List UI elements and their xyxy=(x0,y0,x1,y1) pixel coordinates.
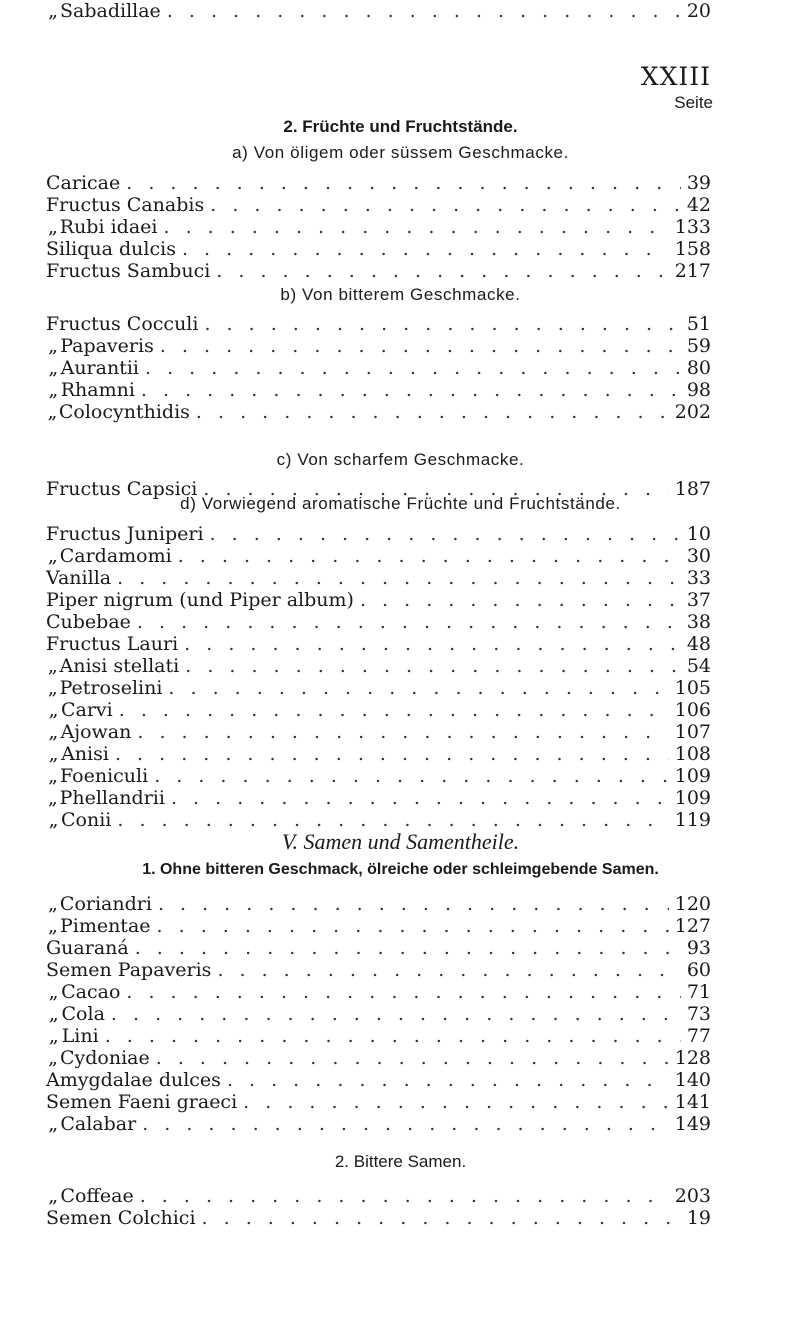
ditto-mark: „ xyxy=(48,357,59,379)
leader-dots xyxy=(196,401,669,423)
index-entry xyxy=(46,1207,711,1229)
leader-dots xyxy=(184,633,681,655)
leader-dots xyxy=(171,787,669,809)
entry-name: Lini xyxy=(61,1025,99,1047)
entry-page-number: 149 xyxy=(674,1113,711,1135)
leader-dots xyxy=(140,1185,669,1207)
leader-dots xyxy=(157,915,669,937)
entry-page-number: 141 xyxy=(674,1091,711,1113)
leader-dots xyxy=(117,567,681,589)
index-entry xyxy=(46,677,711,699)
heading-fruits-d: d) Vorwiegend aromatische Früchte und Fruchtstände. xyxy=(180,494,621,513)
leader-dots xyxy=(160,335,681,357)
leader-dots xyxy=(126,172,681,194)
leader-dots xyxy=(185,655,681,677)
entry-page-number: 51 xyxy=(686,313,711,335)
page-number: XXIII xyxy=(640,62,711,91)
leader-dots xyxy=(163,216,668,238)
ditto-mark: „ xyxy=(48,379,59,401)
entry-page-number: 93 xyxy=(686,937,711,959)
entry-page-number: 30 xyxy=(686,545,711,567)
leader-dots xyxy=(119,699,669,721)
seite-label: Seite xyxy=(674,93,713,112)
entry-page-number: 202 xyxy=(674,401,711,423)
entry-page-number: 73 xyxy=(686,1003,711,1025)
index-entry xyxy=(46,1185,711,1207)
entry-name: Calabar xyxy=(60,1113,137,1135)
ditto-mark: „ xyxy=(47,655,58,677)
entry-page-number: 127 xyxy=(674,915,711,937)
ditto-mark: „ xyxy=(48,0,58,22)
entry-name: Semen Papaveris xyxy=(46,959,212,981)
entry-name: Coffeae xyxy=(60,1185,134,1207)
index-entry xyxy=(46,787,711,809)
index-entry xyxy=(46,915,711,937)
ditto-mark: „ xyxy=(48,1185,59,1207)
index-entry xyxy=(46,545,711,567)
ditto-mark: „ xyxy=(48,699,59,721)
leader-dots xyxy=(141,379,681,401)
entry-page-number: 80 xyxy=(686,357,711,379)
leader-dots xyxy=(105,1025,681,1047)
index-entry xyxy=(46,260,711,282)
entry-page-number: 42 xyxy=(686,194,711,216)
index-entry xyxy=(46,1047,711,1069)
entry-name: Piper nigrum (und Piper album) xyxy=(46,589,354,611)
ditto-mark: „ xyxy=(48,981,59,1003)
entry-page-number: 19 xyxy=(686,1207,711,1229)
index-entry xyxy=(46,194,711,216)
index-entry xyxy=(46,959,711,981)
index-entry xyxy=(46,357,711,379)
entry-page-number: 59 xyxy=(686,335,711,357)
entry-name: Foeniculi xyxy=(60,765,149,787)
entry-page-number: 39 xyxy=(686,172,711,194)
entry-page-number: 187 xyxy=(674,478,711,500)
entry-page-number: 128 xyxy=(674,1047,711,1069)
ditto-mark: „ xyxy=(48,721,59,743)
entry-name: Rhamni xyxy=(60,379,135,401)
index-entry xyxy=(46,0,711,22)
entry-name: Fructus Lauri xyxy=(46,633,179,655)
entry-page-number: 107 xyxy=(674,721,711,743)
entry-name: Coriandri xyxy=(59,893,152,915)
ditto-mark: „ xyxy=(48,809,59,831)
entry-page-number: 98 xyxy=(686,379,711,401)
ditto-mark: „ xyxy=(48,1003,59,1025)
entry-name: Phellandrii xyxy=(59,787,165,809)
entry-page-number: 108 xyxy=(674,743,711,765)
leader-dots xyxy=(204,313,680,335)
leader-dots xyxy=(202,1207,681,1229)
index-entry xyxy=(46,172,711,194)
entry-name: Caricae xyxy=(46,172,121,194)
heading-seeds-2: 2. Bittere Samen. xyxy=(334,1152,467,1171)
entry-name: Cardamomi xyxy=(59,545,172,567)
entry-name: Fructus Juniperi xyxy=(46,523,204,545)
ditto-mark: „ xyxy=(47,545,58,567)
entry-name: Fructus Sambuci xyxy=(46,260,211,282)
leader-dots xyxy=(137,721,668,743)
leader-dots xyxy=(137,611,681,633)
leader-dots xyxy=(111,1003,681,1025)
leader-dots xyxy=(126,981,680,1003)
leader-dots xyxy=(142,1113,669,1135)
ditto-mark: „ xyxy=(48,335,59,357)
index-entry xyxy=(46,655,711,677)
leader-dots xyxy=(117,809,668,831)
index-entry xyxy=(46,238,711,260)
index-entry xyxy=(46,1025,711,1047)
ditto-mark: „ xyxy=(48,1113,59,1135)
entry-page-number: 38 xyxy=(686,611,711,633)
entry-page-number: 109 xyxy=(674,765,711,787)
entry-page-number: 120 xyxy=(674,893,711,915)
entry-name: Ajowan xyxy=(60,721,132,743)
leader-dots xyxy=(145,357,681,379)
leader-dots xyxy=(154,765,669,787)
ditto-mark: „ xyxy=(48,915,58,937)
heading-seeds-1: 1. Ohne bitteren Geschmack, ölreiche oder schleimgebende Samen. xyxy=(142,861,659,878)
entry-page-number: 71 xyxy=(686,981,711,1003)
entry-name: Vanilla xyxy=(46,567,112,589)
entry-page-number: 109 xyxy=(674,787,711,809)
index-entry xyxy=(46,743,711,765)
leader-dots xyxy=(360,589,681,611)
heading-fruits-c: c) Von scharfem Geschmacke. xyxy=(276,450,525,469)
leader-dots xyxy=(210,194,681,216)
entry-name: Aurantii xyxy=(60,357,139,379)
entry-name: Cubebae xyxy=(46,611,131,633)
heading-section-v: V. Samen und Samentheile. xyxy=(281,829,520,854)
ditto-mark: „ xyxy=(47,677,58,699)
entry-page-number: 105 xyxy=(674,677,711,699)
index-entry xyxy=(46,478,711,500)
index-entry xyxy=(46,1113,711,1135)
entry-name: Semen Faeni graeci xyxy=(46,1091,238,1113)
entry-name: Amygdalae dulces xyxy=(46,1069,221,1091)
entry-name: Petroselini xyxy=(59,677,163,699)
ditto-mark: „ xyxy=(47,401,58,423)
index-entry xyxy=(46,589,711,611)
ditto-mark: „ xyxy=(48,765,58,787)
entry-page-number: 217 xyxy=(674,260,711,282)
heading-fruits: 2. Früchte und Fruchtstände. xyxy=(283,117,518,136)
leader-dots xyxy=(182,238,669,260)
index-entry xyxy=(46,567,711,589)
leader-dots xyxy=(216,260,668,282)
ditto-mark: „ xyxy=(48,1025,59,1047)
leader-dots xyxy=(227,1069,669,1091)
entry-name: Cola xyxy=(61,1003,105,1025)
leader-dots xyxy=(168,677,668,699)
heading-fruits-b: b) Von bitterem Geschmacke. xyxy=(280,285,521,304)
index-entry xyxy=(46,809,711,831)
entry-page-number: 33 xyxy=(686,567,711,589)
entry-page-number: 203 xyxy=(674,1185,711,1207)
entry-name: Carvi xyxy=(60,699,113,721)
leader-dots xyxy=(210,523,681,545)
entry-name: Semen Colchici xyxy=(46,1207,196,1229)
entry-page-number: 77 xyxy=(686,1025,711,1047)
entry-page-number: 20 xyxy=(686,0,711,22)
entry-name: Rubi idaei xyxy=(59,216,158,238)
entry-page-number: 119 xyxy=(674,809,711,831)
ditto-mark: „ xyxy=(48,893,58,915)
index-entry xyxy=(46,1091,711,1113)
leader-dots xyxy=(243,1091,669,1113)
entry-name: Conii xyxy=(61,809,112,831)
leader-dots xyxy=(158,893,669,915)
leader-dots xyxy=(135,937,681,959)
entry-name: Anisi stellati xyxy=(59,655,180,677)
index-entry xyxy=(46,379,711,401)
entry-page-number: 140 xyxy=(674,1069,711,1091)
index-entry xyxy=(46,216,711,238)
ditto-mark: „ xyxy=(48,743,59,765)
entry-name: Siliqua dulcis xyxy=(46,238,176,260)
entry-page-number: 48 xyxy=(686,633,711,655)
entry-name: Cacao xyxy=(61,981,121,1003)
heading-fruits-a: a) Von öligem oder süssem Geschmacke. xyxy=(232,143,569,162)
leader-dots xyxy=(217,959,680,981)
ditto-mark: „ xyxy=(47,216,58,238)
ditto-mark: „ xyxy=(48,1047,58,1069)
entry-name: Anisi xyxy=(61,743,109,765)
index-entry xyxy=(46,981,711,1003)
entry-name: Sabadillae xyxy=(60,0,161,22)
entry-name: Cydoniae xyxy=(59,1047,150,1069)
ditto-mark: „ xyxy=(47,787,58,809)
entry-page-number: 158 xyxy=(674,238,711,260)
entry-page-number: 133 xyxy=(674,216,711,238)
index-entry xyxy=(46,401,711,423)
entry-page-number: 60 xyxy=(686,959,711,981)
leader-dots xyxy=(178,545,681,567)
entry-name: Guaraná xyxy=(46,937,129,959)
index-entry xyxy=(46,765,711,787)
index-entry xyxy=(46,523,711,545)
index-entry xyxy=(46,611,711,633)
entry-name: Fructus Capsici xyxy=(46,478,198,500)
index-entry xyxy=(46,1069,711,1091)
entry-page-number: 37 xyxy=(686,589,711,611)
index-entry xyxy=(46,721,711,743)
leader-dots xyxy=(203,478,668,500)
index-entry xyxy=(46,699,711,721)
entry-name: Fructus Canabis xyxy=(46,194,205,216)
entry-page-number: 10 xyxy=(686,523,711,545)
index-entry xyxy=(46,1003,711,1025)
index-entry xyxy=(46,937,711,959)
entry-name: Pimentae xyxy=(59,915,151,937)
entry-page-number: 54 xyxy=(686,655,711,677)
index-entry xyxy=(46,335,711,357)
index-entry xyxy=(46,313,711,335)
entry-name: Papaveris xyxy=(60,335,154,357)
index-entry xyxy=(46,893,711,915)
leader-dots xyxy=(156,1047,669,1069)
leader-dots xyxy=(115,743,669,765)
entry-name: Fructus Cocculi xyxy=(46,313,199,335)
entry-name: Colocynthidis xyxy=(58,401,190,423)
entry-page-number: 106 xyxy=(674,699,711,721)
leader-dots xyxy=(167,0,681,22)
index-entry xyxy=(46,633,711,655)
